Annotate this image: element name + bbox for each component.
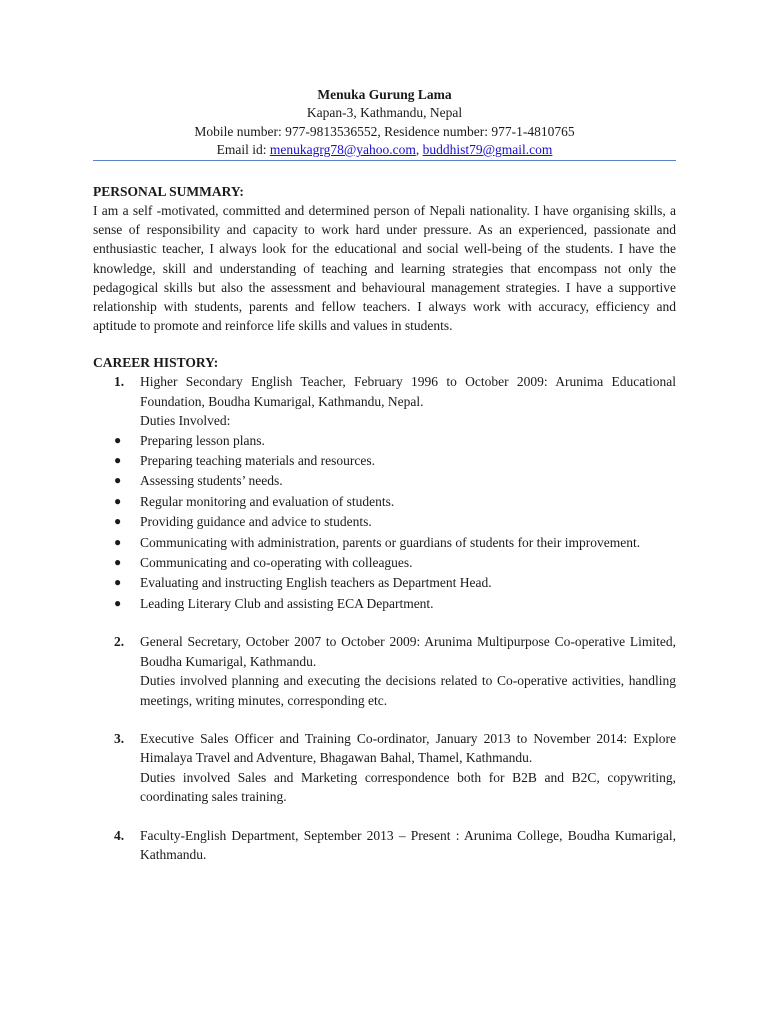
duty-text: Preparing teaching materials and resources. <box>140 453 376 469</box>
job-number: 1. <box>114 374 125 390</box>
phone-numbers: Mobile number: 977-9813536552, Residence number: 977-1-4810765 <box>194 123 575 139</box>
bullet-icon: ● <box>114 534 122 549</box>
bullet-icon: ● <box>114 514 122 529</box>
bullet-icon: ● <box>114 493 122 508</box>
job-entry <box>93 826 676 865</box>
duty-text: Providing guidance and advice to students. <box>140 514 372 530</box>
job-description: Higher Secondary English Teacher, February 1996 to October 2009: Arunima Educational Foundation, Boudha Kumarigal, Kathmandu, Nepal. <box>140 374 676 409</box>
duty-text: Communicating with administration, parents or guardians of students for their improvement. <box>140 534 641 550</box>
duties-list <box>93 431 676 614</box>
list-item <box>93 553 676 572</box>
personal-summary-text: I am a self -motivated, committed and determined person of Nepali nationality. I have organising skills, a sense of responsibility and capacity to work hard under pressure. As an experienced, passionate and enthusiastic teacher, I always look for the educational and social well-being of the students. I have the knowledge, skill and understanding of teaching and learning strategies that encompass not only the pedagogical skills but also the assessment and behavioural management strategies. I have a supportive relationship with students, parents and fellow teachers. I always work with accuracy, efficiency and aptitude to promote and reinforce life skills and values in students. <box>93 203 676 334</box>
job-description: General Secretary, October 2007 to October 2009: Arunima Multipurpose Co-operative Limited, Boudha Kumarigal, Kathmandu. <box>140 634 676 669</box>
job-entry <box>93 372 676 430</box>
job-entry <box>93 632 676 710</box>
email-label: Email id: <box>216 142 270 157</box>
email-link-gmail[interactable]: buddhist79@gmail.com <box>422 142 553 157</box>
career-history-heading: CAREER HISTORY: <box>93 355 219 371</box>
list-item <box>93 492 676 511</box>
bullet-icon: ● <box>114 432 122 447</box>
duty-text: Evaluating and instructing English teachers as Department Head. <box>140 575 492 591</box>
job-number: 2. <box>114 634 125 650</box>
email-line <box>93 141 676 160</box>
duty-text: Leading Literary Club and assisting ECA Department. <box>140 595 434 611</box>
bullet-icon: ● <box>114 575 122 590</box>
bullet-icon: ● <box>114 473 122 488</box>
job-description: Faculty-English Department, September 2013 – Present : Arunima College, Boudha Kumarigal, Kathmandu. <box>140 827 676 862</box>
duty-text: Preparing lesson plans. <box>140 432 265 448</box>
job-description: Executive Sales Officer and Training Co-ordinator, January 2013 to November 2014: Explore Himalaya Travel and Adventure, Bhagawan Bahal, Thamel, Kathmandu. <box>140 730 676 766</box>
email-link-yahoo[interactable]: menukagrg78@yahoo.com <box>269 142 416 157</box>
list-item <box>93 533 676 552</box>
list-item <box>93 512 676 531</box>
bullet-icon: ● <box>114 595 122 610</box>
duty-text: Assessing students’ needs. <box>140 473 283 489</box>
address: Kapan-3, Kathmandu, Nepal <box>306 105 463 120</box>
job-number: 3. <box>114 730 125 746</box>
list-item <box>93 594 676 613</box>
job-duties: Duties involved planning and executing the decisions related to Co-operative activities, handling meetings, writing minutes, corresponding etc. <box>140 673 676 708</box>
duty-text: Regular monitoring and evaluation of students. <box>140 493 395 509</box>
candidate-name: Menuka Gurung Lama <box>317 87 452 102</box>
duty-text: Communicating and co-operating with colleagues. <box>140 555 413 571</box>
email-separator: , <box>415 142 423 157</box>
job-entry <box>93 729 676 807</box>
header-divider <box>93 160 676 161</box>
list-item <box>93 451 676 470</box>
duties-label: Duties Involved: <box>140 413 231 429</box>
resume-body <box>93 182 676 864</box>
bullet-icon: ● <box>114 555 122 570</box>
personal-summary-heading: PERSONAL SUMMARY: <box>93 184 244 199</box>
bullet-icon: ● <box>114 453 122 468</box>
list-item <box>93 471 676 490</box>
list-item <box>93 431 676 450</box>
job-duties: Duties involved Sales and Marketing correspondence both for B2B and B2C, copywriting, coordinating sales training. <box>140 769 676 805</box>
list-item <box>93 573 676 592</box>
contact-header <box>93 86 676 160</box>
job-number: 4. <box>114 827 125 843</box>
